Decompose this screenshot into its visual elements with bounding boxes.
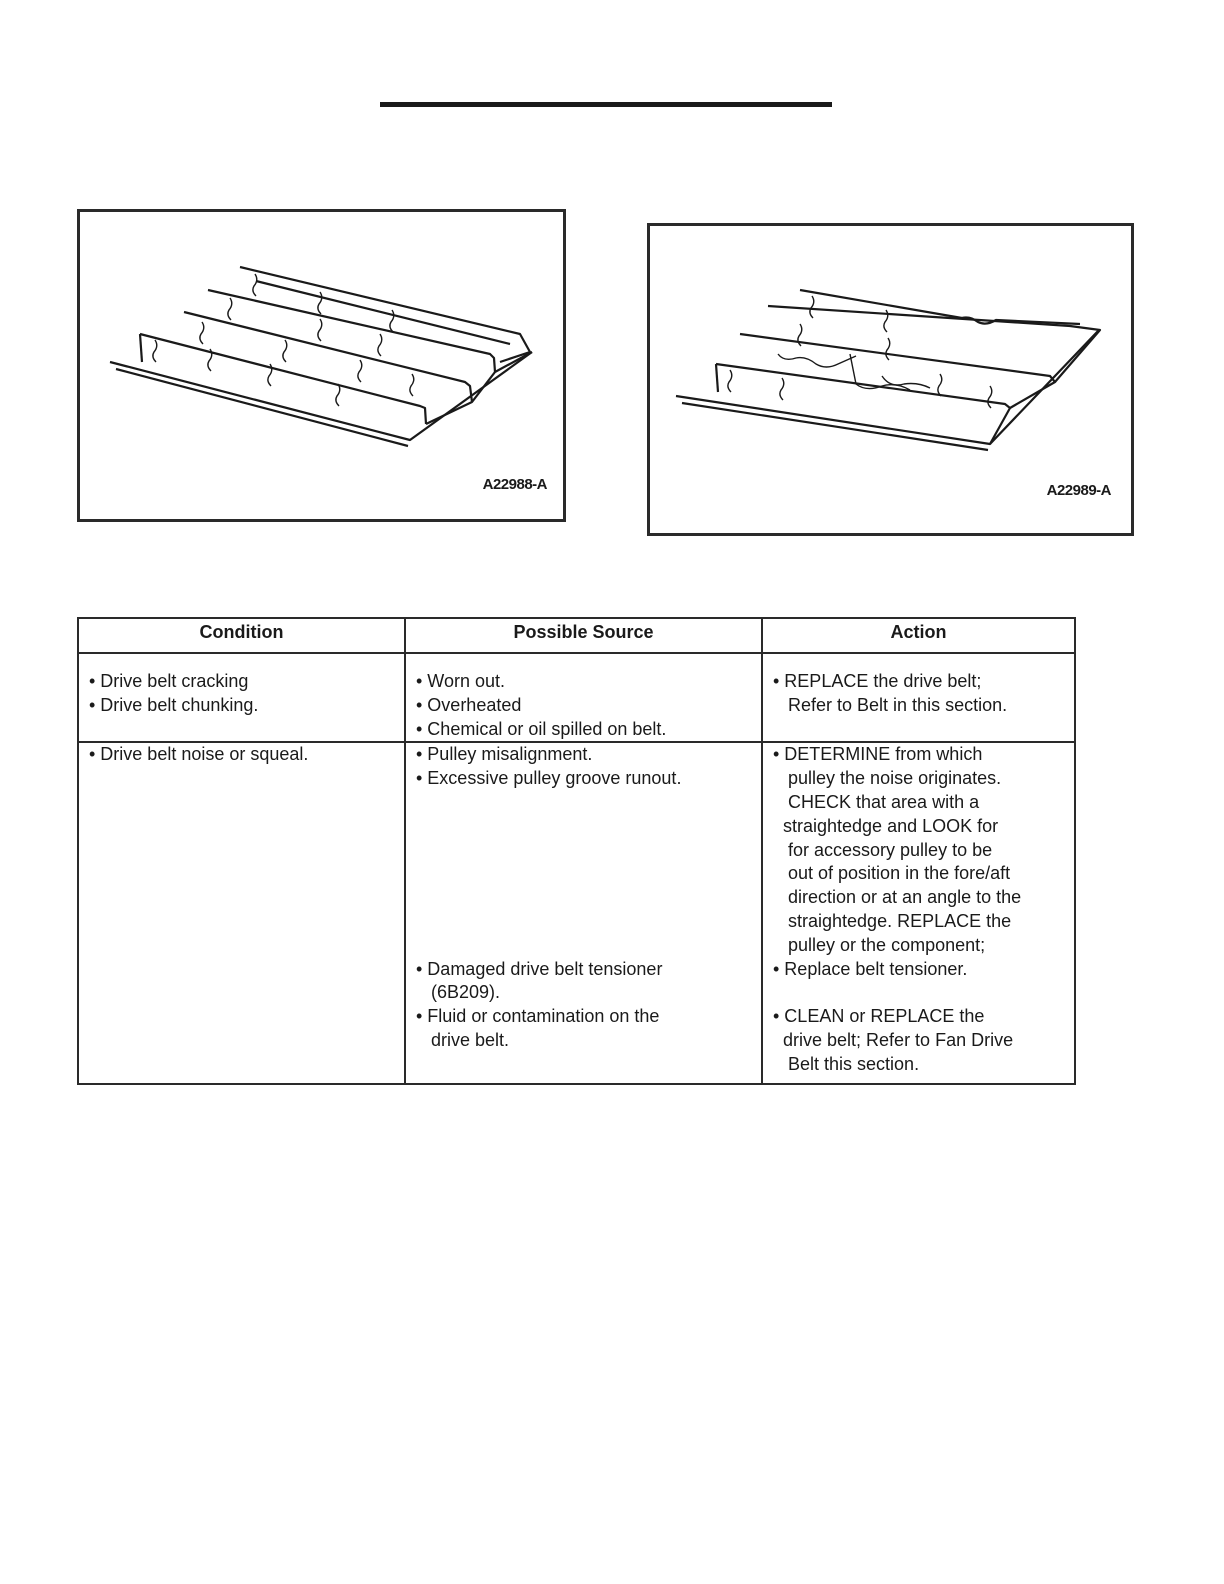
source-text: • Overheated: [416, 694, 522, 715]
action-cell: [762, 742, 1075, 1084]
belt-cracking-illustration: [80, 212, 563, 519]
action-text: CHECK that area with a: [773, 791, 980, 812]
header-action: Action: [762, 618, 1075, 653]
source-text: • Chemical or oil spilled on belt.: [416, 718, 667, 739]
action-text: straightedge. REPLACE the: [773, 910, 1012, 931]
source-text: • Pulley misalignment.: [416, 744, 593, 765]
action-text: direction or at an angle to the: [773, 887, 1022, 908]
action-text: straightedge and LOOK for: [773, 815, 999, 836]
condition-cell: [78, 653, 405, 742]
source-text: • Excessive pulley groove runout.: [416, 768, 682, 789]
source-text: • Fluid or contamination on the: [416, 1006, 660, 1027]
action-text: Belt this section.: [773, 1053, 920, 1074]
condition-text: • Drive belt chunking.: [89, 694, 259, 715]
source-cell: [405, 653, 762, 742]
action-text: out of position in the fore/aft: [773, 863, 1011, 884]
condition-text: • Drive belt cracking: [89, 671, 249, 691]
table-row: [78, 653, 1075, 742]
action-text: pulley or the component;: [773, 934, 986, 955]
source-text: • Damaged drive belt tensioner: [416, 958, 663, 979]
action-text: for accessory pulley to be: [773, 839, 993, 860]
action-text: • DETERMINE from which: [773, 744, 983, 765]
action-text: • Replace belt tensioner.: [773, 958, 968, 979]
header-rule: [380, 102, 832, 107]
diagnosis-table: [77, 617, 1076, 1085]
action-text: • REPLACE the drive belt;: [773, 671, 982, 691]
figure-belt-chunking: [647, 223, 1134, 536]
table-header-row: [78, 618, 1075, 653]
source-text: • Worn out.: [416, 671, 506, 691]
action-text: drive belt; Refer to Fan Drive: [773, 1029, 1014, 1050]
action-text: Refer to Belt in this section.: [773, 694, 1008, 715]
figure-belt-cracking: [77, 209, 566, 522]
source-text: (6B209).: [416, 982, 501, 1003]
figure-id-a22988: A22988-A: [482, 476, 547, 493]
table-row: [78, 742, 1075, 1084]
action-cell: [762, 653, 1075, 742]
header-condition: Condition: [78, 618, 405, 653]
source-cell: [405, 742, 762, 1084]
figure-id-a22989: A22989-A: [1046, 482, 1111, 499]
action-text: • CLEAN or REPLACE the: [773, 1006, 985, 1027]
source-text: drive belt.: [416, 1029, 510, 1050]
header-possible-source: Possible Source: [405, 618, 762, 653]
action-text: pulley the noise originates.: [773, 768, 1002, 789]
condition-text: • Drive belt noise or squeal.: [89, 744, 309, 765]
condition-cell: [78, 742, 405, 1084]
